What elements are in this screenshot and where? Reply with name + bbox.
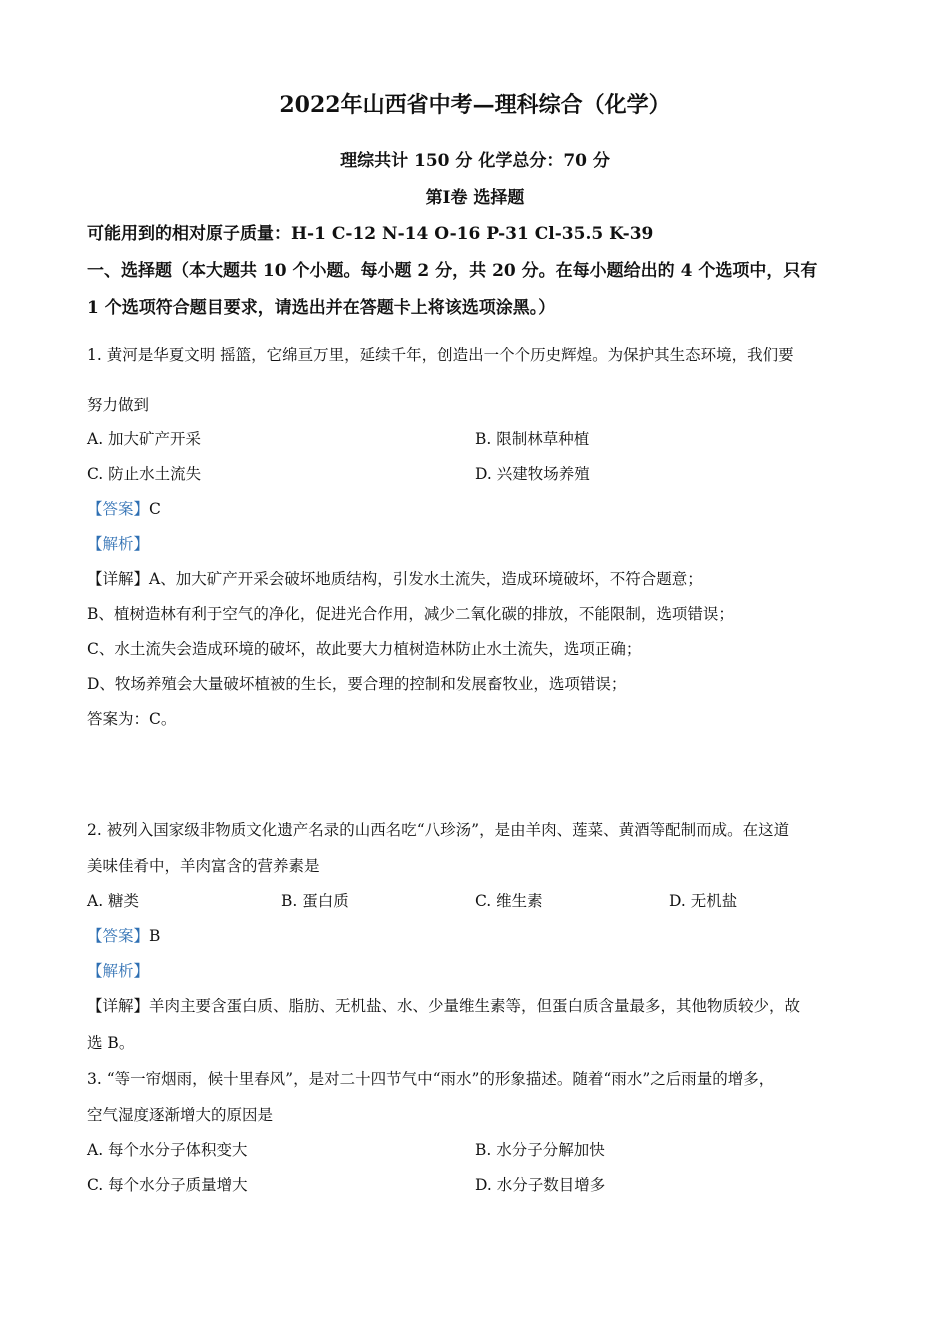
q1-answer — [87, 497, 161, 519]
q2-detail-line2: 选 B。 — [87, 1034, 135, 1052]
score-line: 理综共计 150 分 化学总分：70 分 — [340, 151, 610, 171]
answer-label: 【答案】 — [87, 927, 150, 945]
q2-option-b: B. 蛋白质 — [281, 892, 349, 910]
q3-option-a: A. 每个水分子体积变大 — [87, 1141, 248, 1159]
atomic-masses: 可能用到的相对原子质量：H-1 C-12 N-14 O-16 P-31 Cl-35.5 K-39 — [87, 224, 654, 244]
detail-label: 【详解】 — [87, 997, 150, 1015]
section-instructions-line1: 一、选择题（本大题共 10 个小题。每小题 2 分，共 20 分。在每小题给出的 4 个选项中，只有 — [87, 261, 818, 281]
page-title: 2022年山西省中考—理科综合（化学） — [279, 92, 671, 118]
q1-stem-line2: 努力做到 — [87, 396, 150, 414]
q2-stem-line1: 2. 被列入国家级非物质文化遗产名录的山西名吃“八珍汤”，是由羊肉、莲菜、黄酒等配制而成。在这道 — [87, 821, 790, 839]
detail-text: A、加大矿产开采会破坏地质结构，引发水土流失，造成环境破坏，不符合题意； — [149, 570, 703, 588]
q1-option-b: B. 限制林草种植 — [475, 430, 590, 448]
q3-stem-line1: 3. “等一帘烟雨，候十里春风”，是对二十四节气中“雨水”的形象描述。随着“雨水”之后雨量的增多， — [87, 1070, 775, 1088]
q2-option-d: D. 无机盐 — [669, 892, 738, 910]
q2-option-c: C. 维生素 — [475, 892, 543, 910]
volume-heading: 第Ⅰ卷 选择题 — [425, 188, 525, 208]
detail-label: 【详解】 — [87, 570, 150, 588]
q1-detail-line3: C、水土流失会造成环境的破坏，故此要大力植树造林防止水土流失，选项正确； — [87, 640, 642, 658]
q1-option-d: D. 兴建牧场养殖 — [475, 465, 590, 483]
q1-option-a: A. 加大矿产开采 — [87, 430, 202, 448]
q2-stem-line2: 美味佳肴中，羊肉富含的营养素是 — [87, 857, 320, 875]
section-instructions-line2: 1 个选项符合题目要求，请选出并在答题卡上将该选项涂黑。） — [87, 298, 556, 318]
q1-detail-line2: B、植树造林有利于空气的净化，促进光合作用，减少二氧化碳的排放，不能限制，选项错误； — [87, 605, 734, 623]
q1-detail-line1 — [87, 567, 703, 589]
q2-analysis-label: 【解析】 — [87, 962, 150, 980]
q1-option-c: C. 防止水土流失 — [87, 465, 202, 483]
q3-option-d: D. 水分子数目增多 — [475, 1176, 606, 1194]
answer-value: B — [149, 927, 161, 945]
q1-analysis-label: 【解析】 — [87, 535, 150, 553]
q2-answer — [87, 924, 160, 946]
answer-label: 【答案】 — [87, 500, 150, 518]
q1-stem-line1: 1. 黄河是华夏文明 摇篮，它绵亘万里，延续千年，创造出一个个历史辉煌。为保护其生态环境，我们要 — [87, 346, 794, 364]
detail-text: 羊肉主要含蛋白质、脂肪、无机盐、水、少量维生素等，但蛋白质含量最多，其他物质较少，故 — [149, 997, 801, 1015]
q1-detail-line4: D、牧场养殖会大量破坏植被的生长，要合理的控制和发展畜牧业，选项错误； — [87, 675, 627, 693]
q2-detail-line1 — [87, 994, 800, 1016]
q3-stem-line2: 空气湿度逐渐增大的原因是 — [87, 1106, 274, 1124]
answer-value: C — [149, 500, 161, 518]
q3-option-b: B. 水分子分解加快 — [475, 1141, 605, 1159]
q1-detail-line5: 答案为：C。 — [87, 710, 177, 728]
q2-option-a: A. 糖类 — [87, 892, 140, 910]
q3-option-c: C. 每个水分子质量增大 — [87, 1176, 248, 1194]
